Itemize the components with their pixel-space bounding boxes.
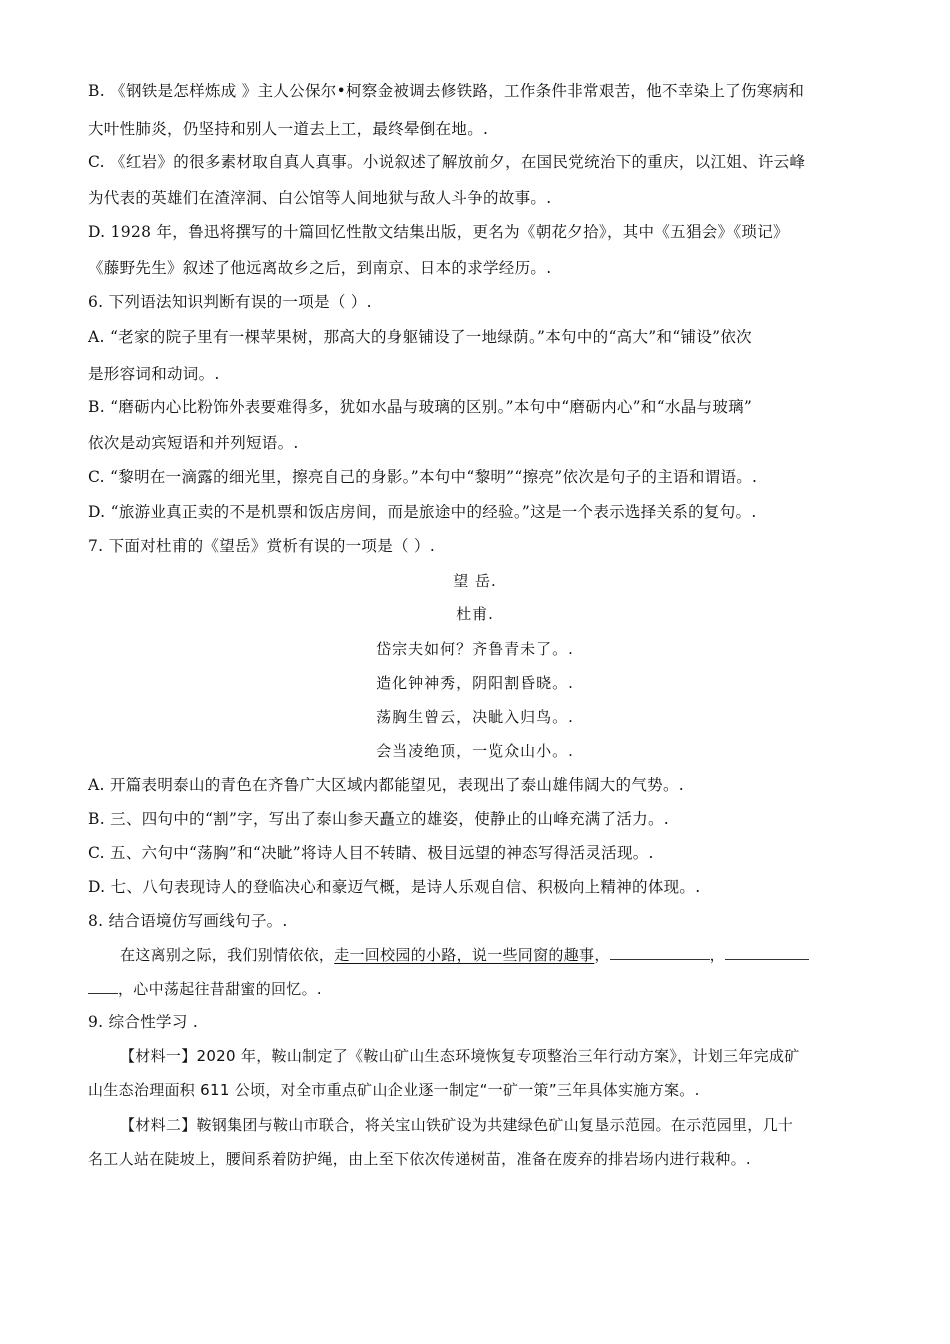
q8-comma-1: ， — [594, 946, 610, 964]
q8-sentence-line1 — [120, 944, 809, 966]
poem-line-2: 造化钟神秀，阴阳割昏晓。. — [376, 674, 574, 692]
q6-option-c: C. “黎明在一滴露的细光里，擦亮自己的身影。”本句中“黎明”“擦亮”依次是句子的主语和谓语。. — [88, 468, 758, 486]
material-1-line2: 山生态治理面积 611 公顷，对全市重点矿山企业逐一制定“一矿一策”三年具体实施方案。. — [88, 1081, 700, 1099]
q6-option-a-line1: A. “老家的院子里有一棵苹果树，那高大的身躯铺设了一地绿荫。”本句中的“高大”和“铺设”依次 — [88, 328, 752, 346]
q7-option-b: B. 三、四句中的“割”字，写出了泰山参天矗立的雄姿，使静止的山峰充满了活力。. — [88, 810, 670, 828]
q9-stem: 9. 综合性学习 . — [88, 1013, 199, 1031]
q7-option-d: D. 七、八句表现诗人的登临决心和豪迈气概，是诗人乐观自信、积极向上精神的体现。. — [88, 878, 701, 896]
poem-line-4: 会当凌绝顶，一览众山小。. — [376, 742, 574, 760]
q8-blank-2-part2[interactable] — [88, 979, 118, 994]
q8-sentence-prefix: 在这离别之际，我们别情依依， — [120, 946, 335, 964]
q5-option-d-line2: 《藤野先生》叙述了他远离故乡之后，到南京、日本的求学经历。. — [88, 259, 552, 277]
q5-option-d-line1: D. 1928 年，鲁迅将撰写的十篇回忆性散文结集出版，更名为《朝花夕拾》，其中《五猖会》《琐记》 — [88, 223, 789, 241]
q5-option-b-line1: B. 《钢铁是怎样炼成 》主人公保尔•柯察金被调去修铁路，工作条件非常艰苦，他不幸染上了伤寒病和 — [88, 82, 805, 100]
q7-option-c: C. 五、六句中“荡胸”和“决眦”将诗人目不转睛、极目远望的神态写得活灵活现。. — [88, 844, 654, 862]
q6-stem: 6. 下列语法知识判断有误的一项是（ ）. — [88, 293, 372, 311]
q8-comma-2: ， — [709, 946, 725, 964]
q6-option-a-line2: 是形容词和动词。. — [88, 365, 220, 383]
q8-sentence-line2 — [88, 978, 322, 1000]
q6-option-b-line2: 依次是动宾短语和并列短语。. — [88, 434, 299, 452]
material-2-line1: 【材料二】鞍钢集团与鞍山市联合，将关宝山铁矿设为共建绿色矿山复垦示范园。在示范园里，几十 — [120, 1116, 794, 1134]
material-1-line1: 【材料一】2020 年，鞍山制定了《鞍山矿山生态环境恢复专项整治三年行动方案》，计划三年完成矿 — [120, 1047, 800, 1065]
q6-option-b-line1: B. “磨砺内心比粉饰外表要难得多，犹如水晶与玻璃的区别。”本句中“磨砺内心”和“水晶与玻璃” — [88, 398, 753, 416]
q5-option-c-line2: 为代表的英雄们在渣滓洞、白公馆等人间地狱与敌人斗争的故事。. — [88, 189, 552, 207]
q8-blank-1[interactable] — [610, 945, 710, 960]
poem-line-1: 岱宗夫如何？齐鲁青未了。. — [376, 640, 574, 658]
q8-blank-2-part1[interactable] — [725, 945, 809, 960]
poem-line-3: 荡胸生曾云，决眦入归鸟。. — [376, 708, 574, 726]
q5-option-b-line2: 大叶性肺炎，仍坚持和别人一道去上工，最终晕倒在地。. — [88, 120, 489, 138]
q7-stem: 7. 下面对杜甫的《望岳》赏析有误的一项是（ ）. — [88, 537, 436, 555]
poem-author: 杜甫. — [456, 605, 494, 623]
q7-option-a: A. 开篇表明泰山的青色在齐鲁广大区域内都能望见，表现出了泰山雄伟阔大的气势。. — [88, 776, 684, 794]
q6-option-d: D. “旅游业真正卖的不是机票和饭店房间，而是旅途中的经验。”这是一个表示选择关系的复句。. — [88, 503, 757, 521]
q8-sentence-suffix: ，心中荡起往昔甜蜜的回忆。. — [118, 980, 322, 998]
q5-option-c-line1: C. 《红岩》的很多素材取自真人真事。小说叙述了解放前夕，在国民党统治下的重庆，以江姐、许云峰 — [88, 153, 806, 171]
q8-underlined-sentence: 走一回校园的小路，说一些同窗的趣事 — [334, 946, 595, 964]
poem-title: 望 岳. — [453, 572, 497, 590]
material-2-line2: 名工人站在陡坡上，腰间系着防护绳，由上至下依次传递树苗，准备在废弃的排岩场内进行栽种。. — [88, 1150, 751, 1168]
q8-stem: 8. 结合语境仿写画线句子。. — [88, 912, 288, 930]
